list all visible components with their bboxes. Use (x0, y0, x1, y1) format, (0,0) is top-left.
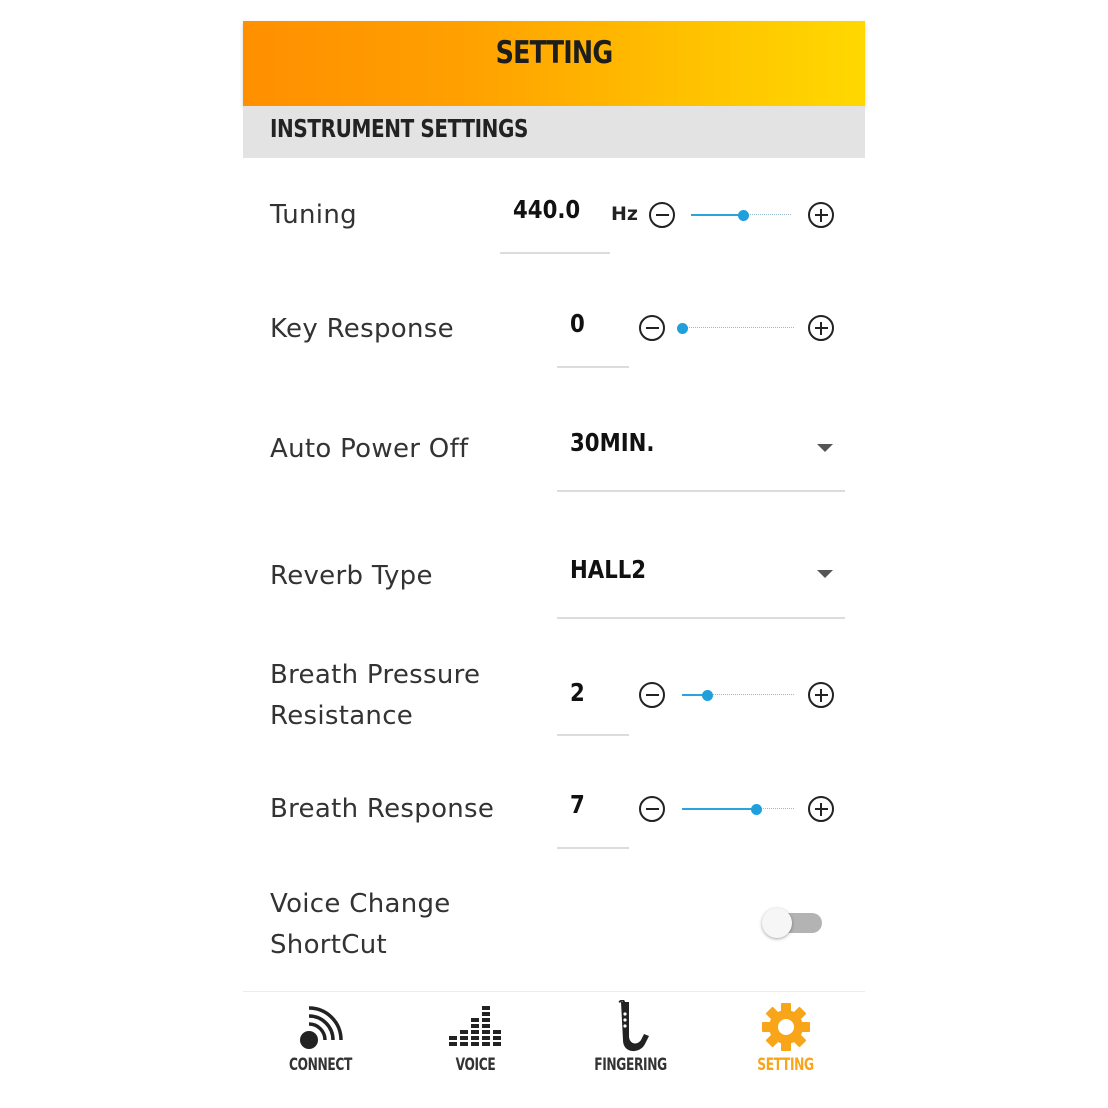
breath-response-value[interactable]: 7 (570, 790, 585, 819)
tuning-row (243, 181, 865, 281)
breath-response-row (243, 778, 865, 878)
reverb-type-select[interactable]: HALL2 (570, 555, 647, 584)
equalizer-icon (446, 1002, 506, 1057)
section-header (243, 106, 865, 158)
breath-response-slider-thumb[interactable] (751, 804, 762, 815)
nav-label-setting: SETTING (757, 1055, 814, 1075)
app-screen (243, 21, 865, 1087)
breath-pressure-increase-button[interactable] (808, 682, 834, 708)
section-title: INSTRUMENT SETTINGS (270, 114, 528, 143)
voice-shortcut-row (243, 884, 865, 984)
nav-item-setting[interactable] (708, 992, 863, 1088)
nav-label-connect: CONNECT (288, 1055, 353, 1075)
breath-response-decrease-button[interactable] (639, 796, 665, 822)
breath-response-underline (557, 847, 629, 849)
breath-pressure-underline (557, 734, 629, 736)
chevron-down-icon[interactable] (817, 444, 833, 452)
tuning-slider-thumb[interactable] (738, 210, 749, 221)
chevron-down-icon[interactable] (817, 570, 833, 578)
tuning-slider[interactable] (691, 205, 791, 225)
auto-power-off-underline (557, 490, 845, 492)
voice-shortcut-label-line1: Voice Change (270, 889, 451, 919)
key-response-row (243, 296, 865, 396)
key-response-label: Key Response (270, 314, 454, 344)
auto-power-off-row (243, 414, 865, 524)
key-response-decrease-button[interactable] (639, 315, 665, 341)
auto-power-off-label: Auto Power Off (270, 434, 469, 464)
auto-power-off-select[interactable]: 30MIN. (570, 428, 655, 457)
saxophone-icon (611, 1000, 651, 1059)
tuning-label: Tuning (270, 200, 357, 230)
nav-label-voice: VOICE (455, 1055, 496, 1075)
breath-response-increase-button[interactable] (808, 796, 834, 822)
tuning-decrease-button[interactable] (649, 202, 675, 228)
reverb-type-label: Reverb Type (270, 561, 433, 591)
key-response-increase-button[interactable] (808, 315, 834, 341)
tuning-unit: Hz (611, 203, 638, 225)
tuning-underline (500, 252, 610, 254)
breath-pressure-decrease-button[interactable] (639, 682, 665, 708)
nav-item-connect[interactable] (243, 992, 398, 1088)
voice-shortcut-toggle[interactable] (762, 908, 824, 938)
reverb-type-row (243, 541, 865, 651)
key-response-slider-thumb[interactable] (677, 323, 688, 334)
page-title: SETTING (495, 35, 613, 71)
tuning-increase-button[interactable] (808, 202, 834, 228)
app-header (243, 21, 865, 106)
toggle-knob (762, 908, 792, 938)
key-response-slider[interactable] (682, 318, 794, 338)
bottom-navigation (243, 991, 865, 1088)
key-response-value[interactable]: 0 (570, 309, 585, 338)
breath-pressure-label-line2: Resistance (270, 701, 414, 731)
gear-icon (761, 1002, 811, 1057)
breath-pressure-label (270, 655, 480, 737)
voice-shortcut-label (270, 884, 451, 966)
voice-shortcut-label-line2: ShortCut (270, 930, 388, 960)
key-response-underline (557, 366, 629, 368)
connect-icon (296, 1002, 346, 1057)
reverb-type-underline (557, 617, 845, 619)
breath-response-label: Breath Response (270, 794, 495, 824)
breath-pressure-slider-thumb[interactable] (702, 690, 713, 701)
breath-pressure-row (243, 658, 865, 778)
breath-pressure-value[interactable]: 2 (570, 678, 585, 707)
nav-item-voice[interactable] (398, 992, 553, 1088)
breath-response-slider[interactable] (682, 799, 794, 819)
breath-pressure-label-line1: Breath Pressure (270, 660, 481, 690)
tuning-value[interactable]: 440.0 (513, 195, 581, 224)
nav-label-fingering: FINGERING (594, 1055, 667, 1075)
nav-item-fingering[interactable] (553, 992, 708, 1088)
breath-pressure-slider[interactable] (682, 685, 794, 705)
